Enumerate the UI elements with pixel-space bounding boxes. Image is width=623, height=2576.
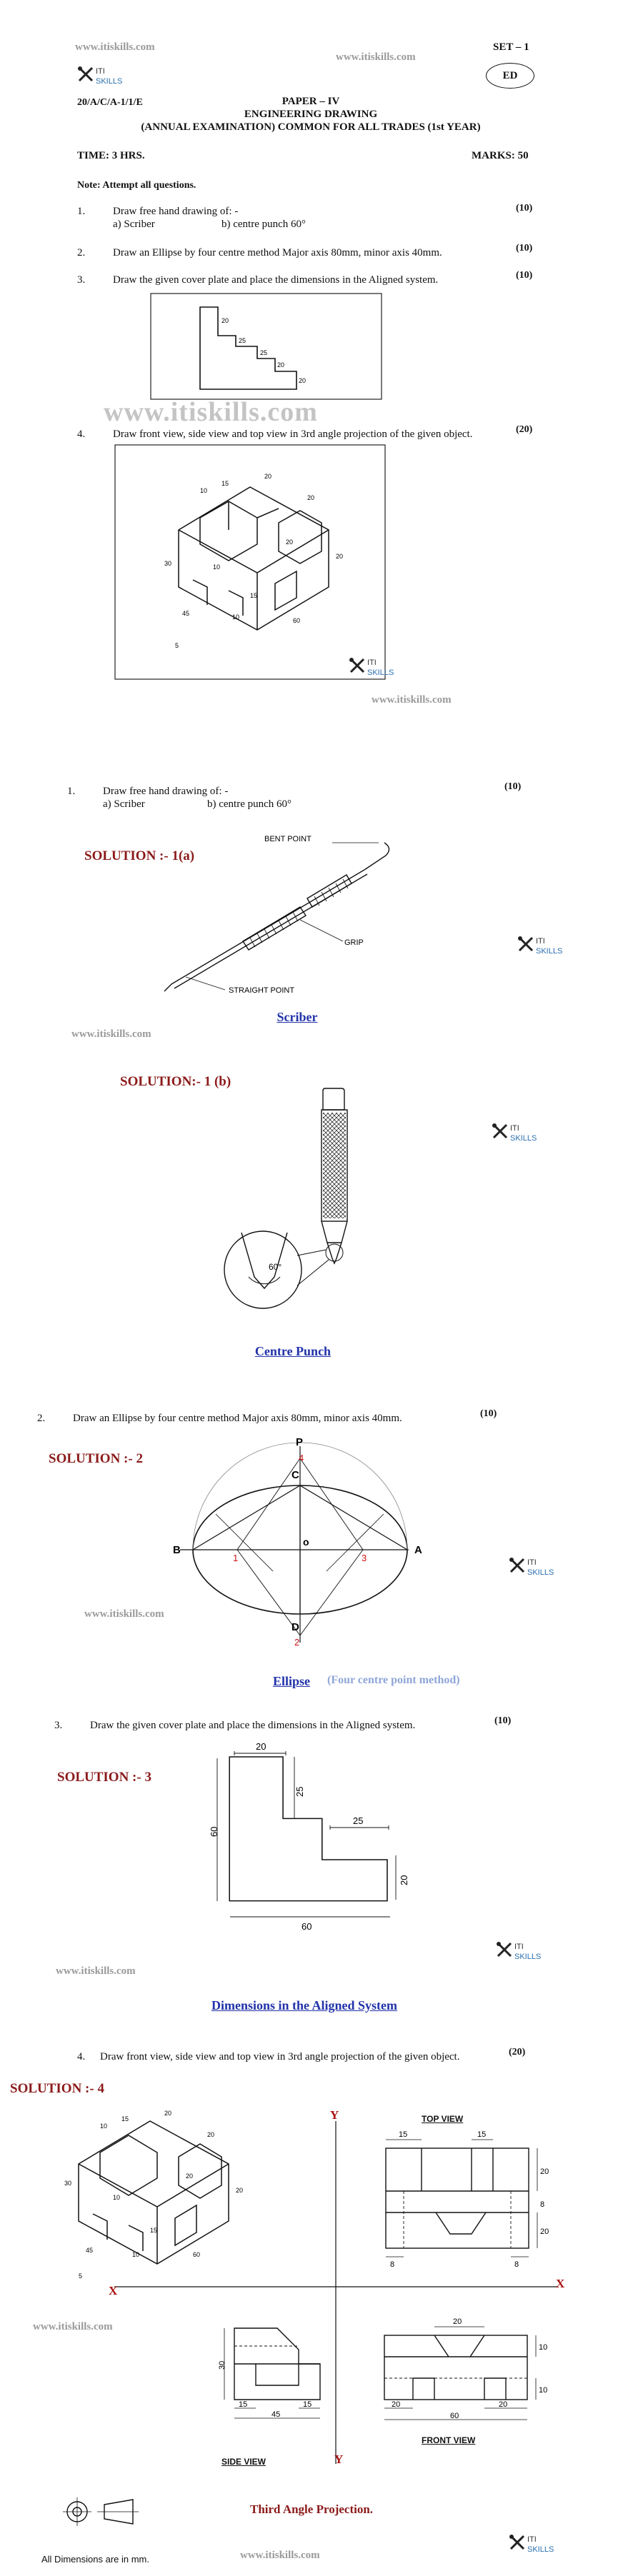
scriber-drawing bbox=[157, 827, 414, 998]
solution-title: SOLUTION :- 4 bbox=[10, 2081, 104, 2096]
dim-label: 30 bbox=[164, 560, 172, 567]
question-text: Draw the given cover plate and place the dimensions in the Aligned system. bbox=[113, 274, 439, 286]
dim-label: 20 bbox=[264, 473, 272, 480]
time: TIME: 3 HRS. bbox=[77, 150, 145, 161]
iti-logo: ITI SKILLS bbox=[517, 936, 567, 964]
dim-label: 60 bbox=[301, 1921, 312, 1932]
watermark: www.itiskills.com bbox=[75, 41, 155, 53]
dim-label: 15 bbox=[250, 592, 258, 599]
dim-label: 20 bbox=[392, 2400, 401, 2409]
dim-label: 10 bbox=[213, 563, 221, 571]
note: Note: Attempt all questions. bbox=[77, 180, 196, 191]
straight-point-label: STRAIGHT POINT bbox=[229, 986, 295, 995]
question-sub-a: a) Scriber bbox=[103, 798, 145, 810]
solution-title: SOLUTION :- 3 bbox=[57, 1770, 151, 1785]
scriber-caption: Scriber bbox=[276, 1010, 318, 1024]
tools-icon bbox=[509, 1557, 526, 1574]
dim-label: 10 bbox=[100, 2123, 108, 2130]
dim-label: 15 bbox=[399, 2130, 408, 2139]
question-marks: (10) bbox=[516, 243, 533, 254]
dim-label: 25 bbox=[294, 1786, 305, 1797]
dim-label: 10 bbox=[132, 2251, 140, 2258]
ellipse-method-caption: (Four centre point method) bbox=[327, 1674, 460, 1686]
dim-label: 15 bbox=[239, 2400, 248, 2409]
dim-label: 10 bbox=[539, 2343, 548, 2352]
x-axis-label: X bbox=[556, 2277, 565, 2290]
dim-label: 20 bbox=[236, 2187, 244, 2194]
dim-label: 8 bbox=[514, 2260, 519, 2269]
cover-plate-solution bbox=[187, 1730, 416, 1965]
question-sub-b: b) centre punch 60° bbox=[221, 219, 306, 230]
question-sub-b: b) centre punch 60° bbox=[207, 798, 292, 810]
dim-label: 5 bbox=[79, 2272, 83, 2280]
aligned-caption: Dimensions in the Aligned System bbox=[211, 1998, 398, 2013]
dim-label: 10 bbox=[539, 2386, 548, 2395]
watermark: www.itiskills.com bbox=[71, 1028, 151, 1040]
ed-badge: ED bbox=[486, 63, 534, 89]
solution-title: SOLUTION :- 1(a) bbox=[84, 848, 195, 863]
dim-label: 15 bbox=[477, 2130, 487, 2139]
dim-label: 20 bbox=[299, 377, 306, 384]
dim-label: 20 bbox=[336, 553, 344, 560]
iti-logo: ITI SKILLS bbox=[509, 2534, 559, 2562]
point-b-label: B bbox=[173, 1544, 181, 1556]
point-1-label: 1 bbox=[233, 1553, 239, 1563]
question-marks: (10) bbox=[516, 270, 533, 281]
question-number: 3. bbox=[77, 274, 86, 286]
set-number: SET – 1 bbox=[493, 41, 529, 53]
dim-label: 8 bbox=[390, 2260, 395, 2269]
side-view-label: SIDE VIEW bbox=[221, 2457, 266, 2467]
dim-label: 45 bbox=[271, 2410, 281, 2419]
watermark: www.itiskills.com bbox=[240, 2550, 320, 2561]
dim-label: 15 bbox=[150, 2227, 158, 2234]
iti-logo: ITI SKILLS bbox=[77, 66, 127, 94]
tools-icon bbox=[349, 657, 366, 674]
question-number: 1. bbox=[67, 786, 76, 797]
iti-logo: ITI SKILLS bbox=[509, 1557, 559, 1585]
iti-logo: ITI SKILLS bbox=[349, 657, 399, 686]
punch-tip-detail bbox=[213, 1227, 370, 1313]
dim-label: 60 bbox=[193, 2251, 201, 2258]
watermark: www.itiskills.com bbox=[336, 51, 416, 63]
question-marks: (10) bbox=[504, 781, 522, 792]
point-o-label: o bbox=[303, 1536, 309, 1548]
dimension-note: All Dimensions are in mm. bbox=[41, 2554, 149, 2565]
dim-label: 10 bbox=[232, 613, 240, 621]
watermark: www.itiskills.com bbox=[372, 694, 452, 706]
top-view-label: TOP VIEW bbox=[422, 2114, 464, 2124]
knurling bbox=[323, 1113, 346, 1218]
question-text: Draw the given cover plate and place the dimensions in the Aligned system. bbox=[90, 1720, 416, 1731]
solution-title: SOLUTION :- 2 bbox=[49, 1451, 143, 1466]
point-3-label: 3 bbox=[362, 1553, 367, 1563]
dim-label: 10 bbox=[113, 2194, 121, 2201]
dim-label: 15 bbox=[303, 2400, 312, 2409]
question-marks: (10) bbox=[494, 1715, 512, 1726]
iti-logo: ITI SKILLS bbox=[496, 1941, 546, 1970]
subject: ENGINEERING DRAWING bbox=[244, 109, 378, 120]
watermark: www.itiskills.com bbox=[56, 1965, 136, 1977]
point-2-label: 2 bbox=[294, 1637, 300, 1648]
dim-label: 20 bbox=[277, 361, 285, 369]
question-sub-a: a) Scriber bbox=[113, 219, 155, 230]
point-d-label: D bbox=[291, 1621, 299, 1633]
dim-label: 20 bbox=[221, 317, 229, 324]
dim-label: 20 bbox=[453, 2317, 462, 2326]
bent-point-label: BENT POINT bbox=[264, 835, 312, 843]
question-marks: (20) bbox=[516, 424, 533, 435]
projection-caption: Third Angle Projection. bbox=[250, 2502, 374, 2516]
point-c-label: C bbox=[291, 1469, 299, 1481]
x-axis-label: X bbox=[109, 2284, 118, 2297]
paper-number: PAPER – IV bbox=[281, 96, 340, 107]
angle-label: 60° bbox=[269, 1262, 282, 1272]
point-4-label: 4 bbox=[299, 1453, 304, 1463]
question-text: Draw free hand drawing of: - bbox=[103, 786, 229, 797]
question-text: Draw an Ellipse by four centre method Major axis 80mm, minor axis 40mm. bbox=[73, 1413, 402, 1424]
front-view-drawing bbox=[370, 2307, 556, 2428]
dim-label: 30 bbox=[218, 2360, 226, 2370]
dim-label: 30 bbox=[64, 2180, 72, 2187]
question-marks: (20) bbox=[509, 2047, 526, 2058]
dim-label: 20 bbox=[164, 2110, 172, 2117]
dim-label: 8 bbox=[540, 2200, 545, 2209]
question-text: Draw front view, side view and top view in 3rd angle projection of the given object. bbox=[100, 2051, 460, 2063]
dim-label: 25 bbox=[353, 1815, 364, 1826]
watermark: www.itiskills.com bbox=[33, 2321, 113, 2332]
dim-label: 20 bbox=[540, 2227, 549, 2236]
dim-label: 25 bbox=[239, 337, 246, 344]
top-view-drawing bbox=[372, 2127, 557, 2270]
iti-logo: ITI SKILLS bbox=[492, 1123, 542, 1151]
question-number: 3. bbox=[54, 1720, 63, 1731]
dim-label: 20 bbox=[286, 538, 294, 546]
max-marks: MARKS: 50 bbox=[472, 150, 529, 161]
dim-label: 20 bbox=[256, 1741, 266, 1752]
question-text: Draw front view, side view and top view in 3rd angle projection of the given object. bbox=[113, 429, 473, 440]
solution-title: SOLUTION:- 1 (b) bbox=[120, 1074, 231, 1089]
y-axis-label: Y bbox=[334, 2452, 344, 2466]
tools-icon bbox=[509, 2534, 526, 2551]
third-angle-symbol bbox=[61, 2494, 147, 2530]
tools-icon bbox=[496, 1941, 513, 1958]
grip-label: GRIP bbox=[344, 938, 364, 947]
question-number: 4. bbox=[77, 429, 86, 440]
dim-label: 15 bbox=[121, 2115, 129, 2123]
question-text: Draw free hand drawing of: - bbox=[113, 206, 239, 217]
dim-label: 20 bbox=[307, 494, 315, 501]
side-view-drawing bbox=[213, 2314, 349, 2421]
dim-label: 5 bbox=[175, 642, 179, 649]
tools-icon bbox=[492, 1123, 509, 1140]
ellipse-caption: Ellipse bbox=[272, 1674, 310, 1688]
tools-icon bbox=[517, 936, 534, 953]
dim-label: 20 bbox=[207, 2131, 215, 2138]
dim-label: 20 bbox=[399, 1875, 409, 1885]
question-marks: (10) bbox=[516, 203, 533, 214]
point-p-label: P bbox=[296, 1436, 304, 1448]
watermark: www.itiskills.com bbox=[84, 1608, 164, 1620]
question-marks: (10) bbox=[480, 1408, 497, 1419]
dim-label: 20 bbox=[540, 2167, 549, 2176]
tools-icon bbox=[77, 66, 94, 83]
dim-label: 10 bbox=[200, 487, 208, 494]
question-number: 2. bbox=[77, 247, 86, 259]
centre-punch-caption: Centre Punch bbox=[254, 1344, 332, 1358]
dim-label: 60 bbox=[209, 1826, 219, 1837]
dim-label: 45 bbox=[86, 2247, 94, 2254]
dim-label: 15 bbox=[221, 480, 229, 487]
y-axis-label: Y bbox=[330, 2108, 339, 2122]
dim-label: 20 bbox=[499, 2400, 508, 2409]
point-a-label: A bbox=[414, 1544, 422, 1556]
question-number: 4. bbox=[77, 2051, 86, 2063]
dim-label: 20 bbox=[186, 2172, 194, 2180]
question-number: 2. bbox=[37, 1413, 46, 1424]
ellipse-construction bbox=[166, 1435, 437, 1650]
dim-label: 60 bbox=[450, 2412, 459, 2420]
dim-label: 45 bbox=[182, 610, 190, 617]
front-view-label: FRONT VIEW bbox=[422, 2435, 476, 2445]
question-text: Draw an Ellipse by four centre method Major axis 80mm, minor axis 40mm. bbox=[113, 247, 442, 259]
dim-label: 25 bbox=[260, 349, 268, 356]
paper-code: 20/A/C/A-1/1/E bbox=[77, 97, 143, 108]
isometric-question-figure bbox=[114, 444, 386, 680]
cover-plate-question-figure bbox=[150, 293, 382, 400]
dim-label: 60 bbox=[293, 617, 301, 624]
question-number: 1. bbox=[77, 206, 86, 217]
big-watermark: www.itiskills.com bbox=[104, 397, 318, 427]
exam-title: (ANNUAL EXAMINATION) COMMON FOR ALL TRADES (1st YEAR) bbox=[141, 121, 481, 133]
